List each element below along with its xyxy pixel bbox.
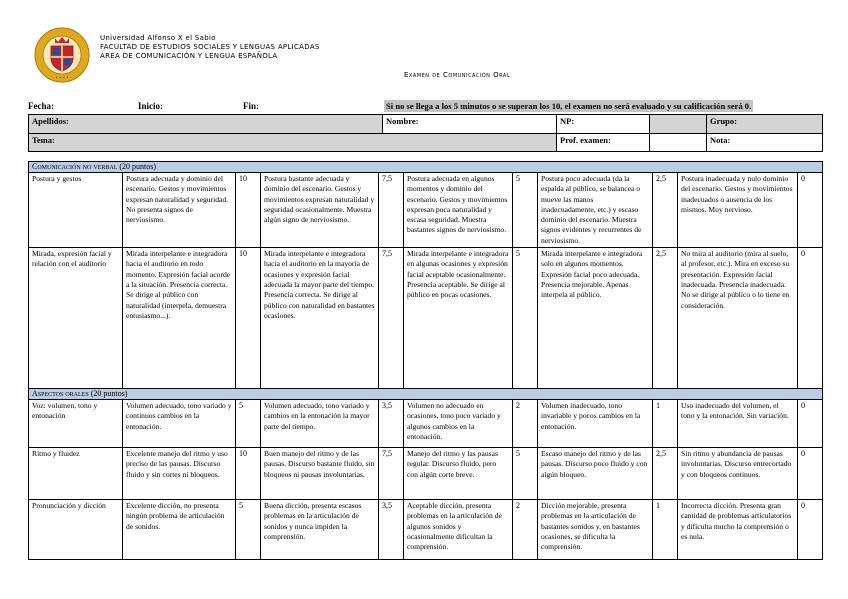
fin-label: Fin:	[243, 101, 260, 111]
section-header	[29, 162, 823, 173]
level-description: Buena dicción, presenta escasos problemas en la articulación de sonidos y nunca impiden la comprensión.	[261, 500, 379, 560]
time-warning: Si no se llega a los 5 minutos o se superan los 10, el examen no será evaluado y su calificación será 0.	[386, 101, 752, 111]
level-score[interactable]: 5	[513, 248, 538, 389]
level-description: Aceptable dicción, presenta problemas en la articulación de algunos sonidos y ocasionalmente dificultan la comprensión.	[404, 500, 513, 560]
section-header-row	[29, 162, 823, 173]
level-score[interactable]: 5	[513, 448, 538, 500]
criterion-cell: Mirada, expresión facial y relación con el auditorio	[29, 248, 123, 389]
level-score[interactable]: 3,5	[379, 500, 404, 560]
section-title: Aspectos orales	[32, 389, 89, 399]
rubric-row	[29, 400, 823, 448]
section-title: Comunicación no verbal	[32, 162, 118, 171]
fecha-label: Fecha:	[28, 101, 54, 111]
faculty-name: FACULTAD DE ESTUDIOS SOCIALES Y LENGUAS APLICADAS	[100, 43, 320, 51]
nota-field[interactable]: Nota:	[707, 134, 823, 152]
level-description: Excelente dicción, no presenta ningún problema de articulación de sonidos.	[123, 500, 236, 560]
level-score[interactable]: 0	[798, 448, 823, 500]
level-score[interactable]: 5	[513, 173, 538, 248]
criterion-cell: Ritmo y fluidez	[29, 448, 123, 500]
section-header-row	[29, 389, 823, 400]
level-score[interactable]: 0	[798, 248, 823, 389]
level-description: Uso inadecuado del volumen, el tono y la entonación. Sin variación.	[678, 400, 798, 448]
level-description: Buen manejo del ritmo y de las pausas. Discurso bastante fluido, sin bloqueos ni pausas involuntarias.	[261, 448, 379, 500]
university-seal-logo	[34, 27, 90, 83]
level-score[interactable]: 2,5	[653, 248, 678, 389]
rubric-row	[29, 248, 823, 389]
level-score[interactable]: 3,5	[379, 400, 404, 448]
level-description: Incorrecta dicción. Presenta gran cantidad de problemas articulatorios y dificulta mucho la comprensión o es nula.	[678, 500, 798, 560]
student-info-table	[28, 114, 823, 152]
level-score[interactable]: 10	[236, 173, 261, 248]
section-points: (20 puntos)	[90, 389, 128, 399]
rubric-row	[29, 173, 823, 248]
level-description: Postura poco adecuada (da la espalda al público, se balancea o mueve las manos inadecuadamente, etc.) y escaso dominio del escenario. Muestra signos evidentes y recurrentes de nerviosismo.	[538, 173, 653, 248]
prof-examen-field[interactable]: Prof. examen:	[557, 134, 650, 152]
prof-examen-value-field[interactable]	[650, 134, 707, 152]
level-description: Mirada interpelante e integradora hacia el auditorio en la mayoría de ocasiones y expresión facial adecuada la mayor parte del tiempo. Presencia correcta. Se dirige al público con naturalidad en bastantes ocasiones.	[261, 248, 379, 389]
np-field[interactable]: NP:	[557, 115, 650, 134]
level-score[interactable]: 0	[798, 500, 823, 560]
level-description: No mira al auditorio (mira al suelo, al profesor, etc.). Mira en exceso su presentación. Expresión facial inadecuada. Presencia inadecuada. No se dirige al público o lo tiene en consideración.	[678, 248, 798, 389]
level-description: Excelente manejo del ritmo y uso preciso de las pausas. Discurso fluido y sin cortes ni bloqueos.	[123, 448, 236, 500]
criterion-cell: Voz: volumen, tono y entonación	[29, 400, 123, 448]
section-header	[29, 389, 823, 400]
level-score[interactable]: 5	[236, 500, 261, 560]
section-points: (20 puntos)	[119, 162, 157, 171]
level-description: Postura bastante adecuada y dominio del escenario. Gestos y movimientos expresan naturalidad y seguridad ocasionalmente. Muestra algún signo de nerviosismo.	[261, 173, 379, 248]
level-description: Manejo del ritmo y las pausas regular. Discurso fluido, pero con algún corte breve.	[404, 448, 513, 500]
level-score[interactable]: 10	[236, 448, 261, 500]
level-score[interactable]: 2	[513, 400, 538, 448]
level-score[interactable]: 2	[513, 500, 538, 560]
level-description: Mirada interpelante e integradora en algunas ocasiones y expresión facial aceptable ocasionalmente. Presencia aceptable. Se dirige al público en pocas ocasiones.	[404, 248, 513, 389]
apellidos-field[interactable]: Apellidos:	[29, 115, 383, 134]
level-score[interactable]: 0	[798, 173, 823, 248]
tema-field[interactable]: Tema:	[29, 134, 557, 152]
level-description: Volumen inadecuado, tono invariable y pocos cambios en la entonación.	[538, 400, 653, 448]
level-description: Volumen adecuado, tono variado y continuos cambios en la entonación.	[123, 400, 236, 448]
criterion-cell: Postura y gestos	[29, 173, 123, 248]
level-score[interactable]: 7,5	[379, 448, 404, 500]
level-description: Postura adecuada en algunos momentos y dominio del escenario. Gestos y movimientos expresan poca naturalidad y escasa seguridad. Muestra bastantes signos de nerviosismo.	[404, 173, 513, 248]
level-score[interactable]: 10	[236, 248, 261, 389]
inicio-label: Inicio:	[138, 101, 164, 111]
level-description: Postura inadecuada y nulo dominio del escenario. Gestos y movimientos inadecuados o ausencia de los mismos. Muy nervioso.	[678, 173, 798, 248]
level-score[interactable]: 1	[653, 500, 678, 560]
university-header	[100, 34, 320, 61]
level-score[interactable]: 7,5	[379, 173, 404, 248]
level-description: Volumen no adecuado en ocasiones, tono poco variado y algunos cambios en la entonación.	[404, 400, 513, 448]
exam-title: Examen de Comunicación Oral	[404, 71, 511, 79]
level-score[interactable]: 0	[798, 400, 823, 448]
level-description: Volumen adecuado, tono variado y cambios en la entonación la mayor parte del tiempo.	[261, 400, 379, 448]
level-description: Postura adecuada y dominio del escenario. Gestos y movimientos expresan naturalidad y seguridad. No presenta signos de nerviosismo.	[123, 173, 236, 248]
level-score[interactable]: 5	[236, 400, 261, 448]
level-score[interactable]: 2,5	[653, 173, 678, 248]
rubric-table	[28, 161, 823, 560]
level-description: Mirada interpelante e integradora hacia el auditorio en todo momento. Expresión facial acorde a la situación. Presencia correcta. Se dirige al público con naturalidad (interpela, demuestra entusiasmo...).	[123, 248, 236, 389]
np-value-field[interactable]	[650, 115, 707, 134]
university-name: Universidad Alfonso X el Sabio	[100, 34, 216, 42]
nombre-field[interactable]: Nombre:	[383, 115, 557, 134]
svg-text:• • • •: • • • •	[55, 75, 69, 80]
area-name: ÁREA DE COMUNICACIÓN Y LENGUA ESPAÑOLA	[100, 52, 278, 60]
grupo-field[interactable]: Grupo:	[707, 115, 823, 134]
level-score[interactable]: 2,5	[653, 448, 678, 500]
rubric-row	[29, 500, 823, 560]
level-score[interactable]: 1	[653, 400, 678, 448]
level-description: Mirada interpelante e integradora solo en algunos momentos. Expresión facial poco adecuada. Presencia mejorable. Apenas interpela al público.	[538, 248, 653, 389]
level-score[interactable]: 7,5	[379, 248, 404, 389]
rubric-row	[29, 448, 823, 500]
criterion-cell: Pronunciación y dicción	[29, 500, 123, 560]
level-description: Dicción mejorable, presenta problemas en la articulación de bastantes sonidos y, en bastantes ocasiones, se dificulta la comprensión.	[538, 500, 653, 560]
level-description: Escaso manejo del ritmo y de las pausas. Discurso poco fluido y con algún bloqueo.	[538, 448, 653, 500]
level-description: Sin ritmo y abundancia de pausas involuntarias. Discurso entrecortado y con bloqueos continuos.	[678, 448, 798, 500]
